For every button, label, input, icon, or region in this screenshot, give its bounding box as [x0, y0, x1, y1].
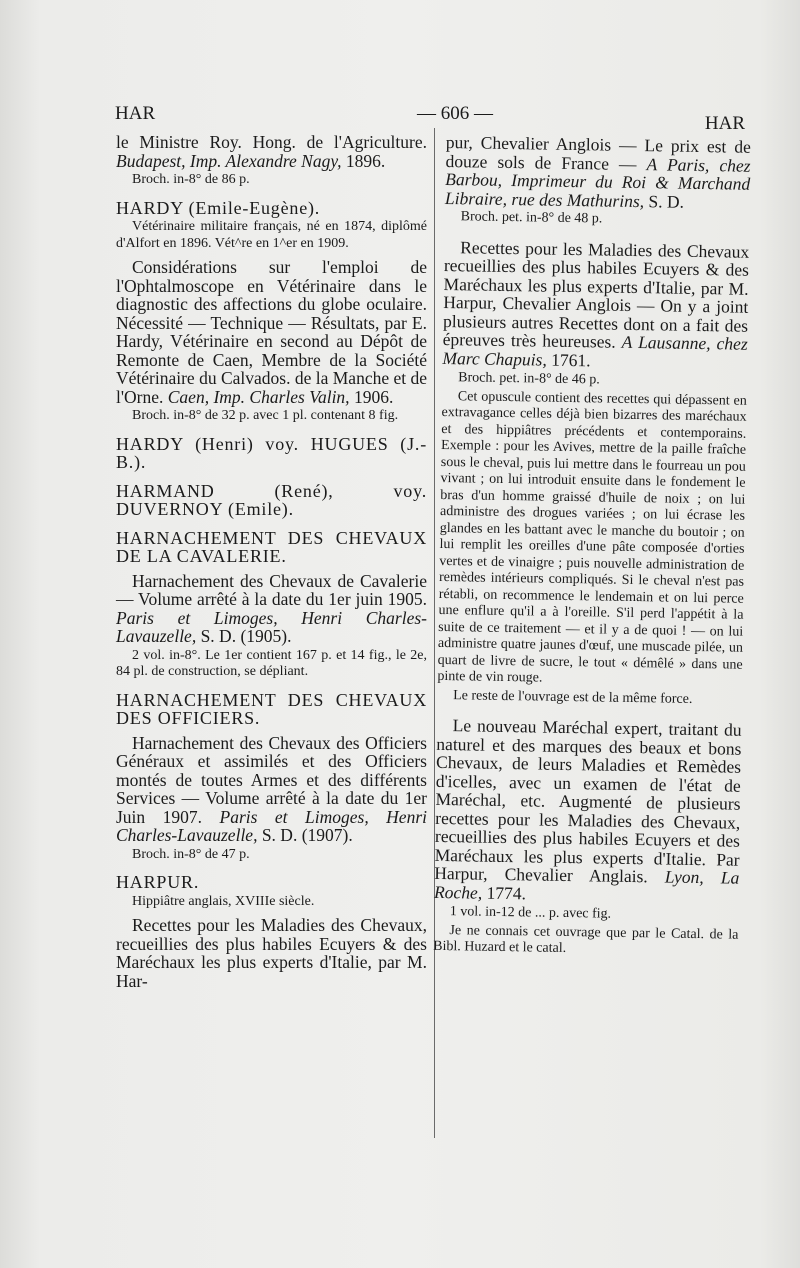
- header-left: HAR: [115, 103, 156, 124]
- author-bio: Hippiâtre anglais, XVIIIe siècle.: [132, 893, 315, 909]
- commentary-note: Cet opuscule contient des recettes qui dépassent en extravagance celles déjà bien bizarres des maréchaux et des hippiâtres précédents et contemporains. Exemple : pour les Avives, mettre de la paille fraîche sous le cheval, puis lui mettre dans le fourreau un pou vivant ; on lui introduit ensuite dans le fondement le bras d'un homme graissé d'huile de noix ; on lui administre des drogues variées ; on lui écrase les glandes en les battant avec le manche du boutoir ; on lui remplit les oreilles d'une pâte composée d'orties vertes et de vinaigre ; puis nouvelle administration de remèdes intérieurs compliqués. Si le cheval n'est pas rétabli, on recommence le lendemain et on lui perce une enflure qu'il a à l'oreille. S'il perd l'appétit à la suite de ce traitement — et il y a de quoi ! — on lui administre quatre jaunes d'œuf, une muscade pilée, un quart de livre de sucre, le tout « démêlé » dans une pinte de vin rouge.: [437, 388, 747, 686]
- heading-harmand: HARMAND (René), voy. DUVERNOY (Emile).: [116, 480, 427, 519]
- book-entry: Le nouveau Maréchal expert, traitant du naturel et des marques des beaux et bons Chevaux, de leurs Maladies et Remèdes d'icelles, avec un examen de l'état de Maréchal, etc. Augmenté de plusieurs recettes pour les Maladies des Chevaux, recueillies des plus habiles Ecuyers et des Maréchaux les plus experts d'Italie. Par Harpur, Chevalier Anglais. Lyon, La Roche, 1774.: [433, 715, 742, 903]
- publisher: Caen, Imp. Charles Valin,: [167, 386, 350, 407]
- heading-harnachement-officiers: HARNACHEMENT DES CHEVAUX DES OFFICIERS.: [116, 689, 427, 728]
- publisher: A Lausanne, chez Marc Chapuis,: [442, 331, 748, 370]
- heading-hardy-henri: HARDY (Henri) voy. HUGUES (J.-B.).: [116, 433, 427, 472]
- publisher: A Paris, chez Barbou, Imprimeur du Roi & Marchand Libraire, rue des Mathurins,: [444, 153, 751, 211]
- format-note: Broch. in-8° de 86 p.: [132, 172, 250, 187]
- left-column: [116, 133, 427, 990]
- header-right: HAR: [704, 113, 745, 134]
- commentary-note: Le reste de l'ouvrage est de la même force.: [453, 687, 693, 707]
- book-entry: Harnachement des Chevaux des Officiers Généraux et assimilés et des Officiers montés de toutes Armes et des différents Services — Volume arrêté à la date du 1er Juin 1907. Paris et Limoges, Henri Charles-Lavauzelle, S. D. (1907).: [116, 732, 427, 845]
- heading-hardy-eugene: HARDY (Emile-Eugène).: [116, 197, 321, 218]
- page-number: — 606 —: [417, 103, 493, 124]
- running-header: [115, 103, 745, 134]
- publisher: Paris et Limoges, Henri Charles-Lavauzelle,: [116, 607, 427, 646]
- entry-continued: pur, Chevalier Anglois — Le prix est de douze sols de France — A Paris, chez Barbou, Imprimeur du Roi & Marchand Libraire, rue des Mathurins, S. D.: [444, 132, 751, 212]
- book-entry: Recettes pour les Maladies des Chevaux, recueillies des plus habiles Ecuyers & des Maréchaux les plus experts d'Italie, par M. Har-: [116, 915, 427, 991]
- publisher: Budapest, Imp. Alexandre Nagy,: [116, 150, 342, 171]
- format-note: Broch. in-8° de 32 p. avec 1 pl. contenant 8 fig.: [132, 408, 399, 423]
- format-note: Broch. pet. in-8° de 46 p.: [458, 370, 600, 388]
- entry-continued: le Ministre Roy. Hong. de l'Agriculture. Budapest, Imp. Alexandre Nagy, 1896.: [116, 132, 427, 171]
- publisher: Paris et Limoges, Henri Charles-Lavauzelle,: [116, 806, 427, 845]
- heading-harpur: HARPUR.: [116, 872, 200, 892]
- book-entry: Harnachement des Chevaux de Cavalerie — Volume arrêté à la date du 1er juin 1905. Paris et Limoges, Henri Charles-Lavauzelle, S. D. (1905).: [116, 570, 427, 646]
- author-bio: Vétérinaire militaire français, né en 1874, diplômé d'Alfort en 1896. Vét^re en 1^er en 1909.: [116, 219, 427, 251]
- format-note: Broch. in-8° de 47 p.: [132, 846, 250, 862]
- book-entry: Considérations sur l'emploi de l'Ophtalmoscope en Vétérinaire dans le diagnostic des affections du globe oculaire. Nécessité — Technique — Résultats, par E. Hardy, Vétérinaire en second au Dépôt de Remonte de Caen, Membre de la Société Vétérinaire du Calvados. de la Manche et de l'Orne. Caen, Imp. Charles Valin, 1906.: [116, 257, 427, 407]
- publisher: Lyon, La Roche,: [433, 866, 740, 903]
- column-divider: [434, 128, 435, 1138]
- heading-harnachement-cavalerie: HARNACHEMENT DES CHEVAUX DE LA CAVALERIE.: [116, 527, 427, 566]
- format-note: Broch. pet. in-8° de 48 p.: [460, 209, 603, 227]
- book-entry: Recettes pour les Maladies des Chevaux recueillies des plus habiles Ecuyers & des Maréchaux les plus experts d'Italie, par M. Harpur, Chevalier Anglois — On y a joint plusieurs autres Recettes dont on a fait des épreuves très heureuses. A Lausanne, chez Marc Chapuis, 1761.: [442, 236, 750, 370]
- format-note: 2 vol. in-8°. Le 1er contient 167 p. et 14 fig., le 2e, 84 pl. de construction, se dépliant.: [116, 647, 427, 679]
- right-column: [433, 133, 751, 960]
- format-note: 1 vol. in-12 de ... p. avec fig.: [449, 904, 612, 922]
- commentary-note: Je ne connais cet ouvrage que par le Catal. de la Bibl. Huzard et le catal.: [433, 922, 739, 956]
